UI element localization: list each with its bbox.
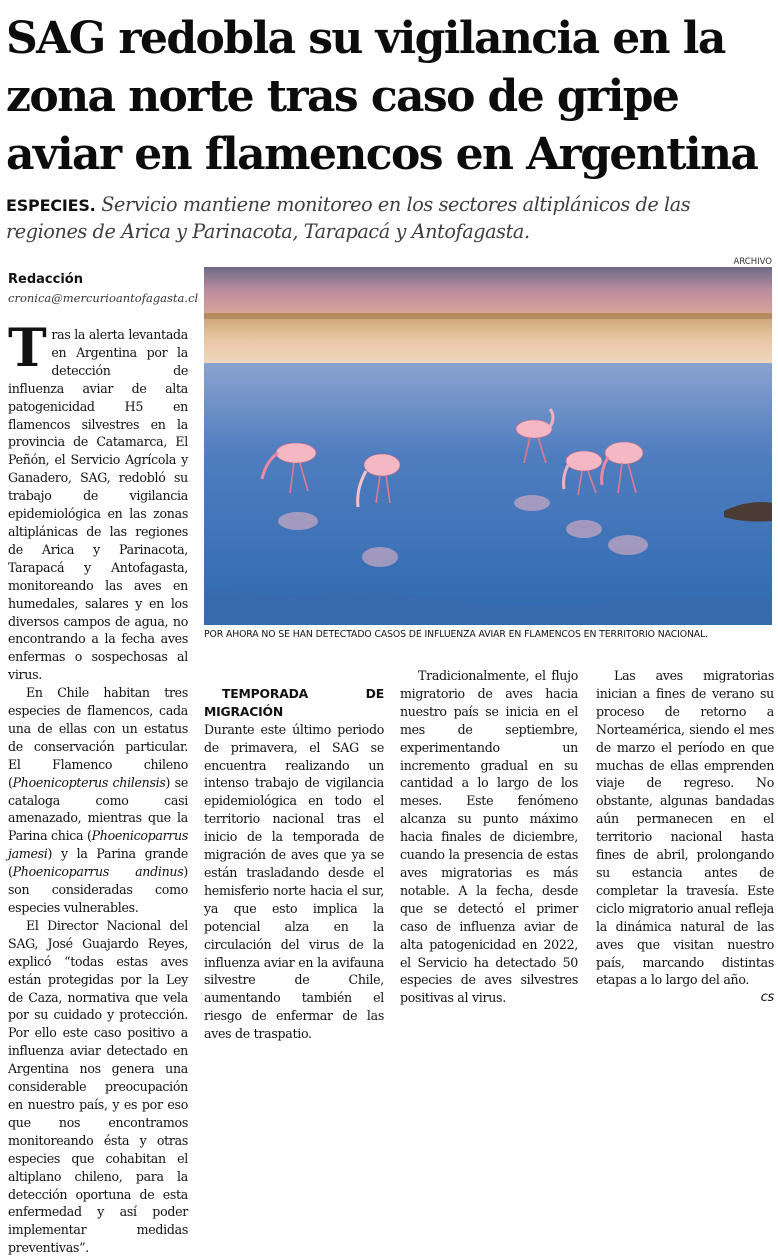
deck-text: Servicio mantiene monitoreo en los sectores altiplánicos de las regiones de Arica y Parinacota, Tarapacá y Antofagasta. <box>6 193 691 243</box>
deck-kicker: ESPECIES. <box>6 196 96 215</box>
subhead-migration: TEMPORADA DE MIGRACIÓN <box>204 685 384 719</box>
column-spacer <box>204 667 384 685</box>
paragraph-director-quote: El Director Nacional del SAG, José Guajardo Reyes, explicó “todas estas aves están protegidas por la Ley de Caza, normativa que vela por su cuidado y protección. Por ello este caso positivo a influenza aviar detectado en Argentina nos genera una considerable preocupación en nuestro país, y es por eso que nos encontramos monitoreando ésta y otras especies que cohabitan el altiplano chileno, para la detección oportuna de esta enfermedad y así poder implementar medidas preventivas”. <box>8 917 188 1256</box>
paragraph-traditional-flow: Tradicionalmente, el flujo migratorio de aves hacia nuestro país se inicia en el mes de septiembre, experimentando un incremento gradual en su cantidad a lo largo de los meses. Este fenómeno alcanza su punto máximo hacia finales de diciembre, cuando la presencia de estas aves migratorias es más notable. A la fecha, desde que se detectó el primer caso de influenza aviar de alta patogenicidad en 2022, el Servicio ha detectado 50 especies de aves silvestres positivas al virus. <box>400 668 578 1006</box>
drop-cap: T <box>8 318 47 379</box>
end-mark: cs <box>760 990 774 1006</box>
flamingo-photo <box>204 267 772 625</box>
paragraph-species: En Chile habitan tres especies de flamencos, cada una de ellas con un estatus de conservación particular. El Flamenco chileno (Phoenicopterus chilensis) se cataloga como casi amenazado, mientras que la Parina chica (Phoenicoparrus jamesi) y la Parina grande (Phoenicoparrus andinus) son consideradas como especies vulnerables. <box>8 685 188 915</box>
photo-credit: ARCHIVO <box>733 257 772 267</box>
byline-email: cronica@mercurioantofagasta.cl <box>8 291 199 305</box>
paragraph-return-cycle: Las aves migratorias inician a fines de verano su proceso de retorno a Norteamérica, siendo el mes de marzo el período en que muchas de ellas emprenden viaje de regreso. No obstante, algunas bandadas aún permanecen en el territorio nacional hasta fines de abril, prolongando su estancia antes de completar la travesía. Este ciclo migratorio anual refleja la dinámica natural de las aves que visitan nuestro país, marcando distintas etapas a lo largo del año. cs <box>596 668 774 1006</box>
photo-caption: POR AHORA NO SE HAN DETECTADO CASOS DE INFLUENZA AVIAR EN FLAMENCOS EN TERRITORIO NACIONAL. <box>204 629 709 640</box>
article-column-4 <box>596 667 774 1007</box>
article-column-1 <box>8 318 188 1257</box>
article-column-2 <box>204 667 384 1043</box>
deck <box>6 192 774 245</box>
article-column-3 <box>400 667 578 1007</box>
paragraph-intro: Tras la alerta levantada en Argentina por la detección de influenza aviar de alta patogenicidad H5 en flamencos silvestres en la provincia de Catamarca, El Peñón, el Servicio Agrícola y Ganadero, SAG, redobló su trabajo de vigilancia epidemiológica en las zonas altiplánicas de las regiones de Arica y Parinacota, Tarapacá y Antofagasta, monitoreando las aves en humedales, salares y en los diversos campos de agua, no encontrando a la fecha aves enfermas o sospechosas al virus. <box>8 318 188 683</box>
headline: SAG redobla su vigilancia en la zona norte tras caso de gripe aviar en flamencos en Argentina <box>6 13 758 180</box>
byline-author: Redacción <box>8 272 83 287</box>
paragraph-migration: Durante este último periodo de primavera, el SAG se encuentra realizando un intenso trabajo de vigilancia epidemiológica en todo el territorio nacional tras el inicio de la temporada de migración de aves que ya se están trasladando desde el hemisferio norte hacia el sur, ya que esto implica la potencial alza en la circulación del virus de la influenza aviar en la avifauna silvestre de Chile, aumentando también el riesgo de enfermar de las aves de traspatio. <box>204 721 384 1042</box>
